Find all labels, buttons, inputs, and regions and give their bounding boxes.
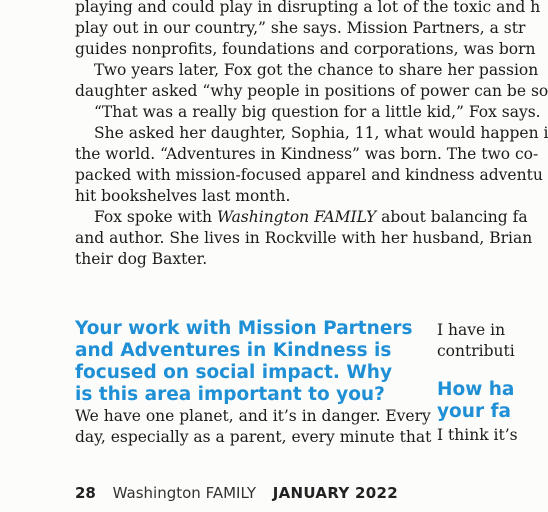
heading-line: Your work with Mission Partners <box>75 318 413 339</box>
interview-answer <box>75 406 432 448</box>
page-footer <box>75 484 398 502</box>
text-line: packed with mission-focused apparel and kindness adventu <box>75 166 543 184</box>
paragraph-5 <box>75 207 533 270</box>
text-line: I think it’s <box>437 426 518 444</box>
text-line: “That was a really big question for a little kid,” Fox says. <box>94 103 541 121</box>
text-line: day, especially as a parent, every minute that <box>75 428 432 446</box>
page-number: 28 <box>75 484 96 502</box>
text-segment: Fox spoke with <box>94 208 217 226</box>
intro-article-text <box>75 0 548 270</box>
heading-line: How ha <box>437 379 515 400</box>
issue-date: JANUARY 2022 <box>272 484 398 502</box>
interview-question-heading <box>75 318 420 406</box>
paragraph-1 <box>75 0 541 60</box>
heading-line: and Adventures in Kindness is <box>75 340 392 361</box>
right-column <box>437 318 518 446</box>
text-line: Two years later, Fox got the chance to share her passion <box>94 61 539 79</box>
text-line: daughter asked “why people in positions of power can be so <box>75 82 548 100</box>
text-line: contributi <box>437 342 515 360</box>
text-segment: about balancing fa <box>376 208 528 226</box>
heading-line: your fa <box>437 401 512 422</box>
text-line: I have in <box>437 321 506 339</box>
text-line: We have one planet, and it’s in danger. Every <box>75 407 431 425</box>
text-line <box>75 207 528 228</box>
interview-answer <box>437 425 518 446</box>
text-line: and author. She lives in Rockville with her husband, Brian <box>75 229 533 247</box>
interview-question-heading <box>437 379 515 423</box>
text-line: the world. “Adventures in Kindness” was born. The two co- <box>75 145 539 163</box>
publication-name: Washington FAMILY <box>112 484 256 502</box>
paragraph-3 <box>75 102 541 123</box>
interview-answer-continued <box>437 320 515 362</box>
text-line: hit bookshelves last month. <box>75 187 291 205</box>
paragraph-4 <box>75 123 548 207</box>
text-line: play out in our country,” she says. Mission Partners, a str <box>75 19 526 37</box>
magazine-name-italic: Washington FAMILY <box>216 208 377 226</box>
text-line: their dog Baxter. <box>75 250 208 268</box>
text-line: guides nonprofits, foundations and corporations, was born <box>75 40 536 58</box>
paragraph-2 <box>75 60 548 102</box>
text-line: She asked her daughter, Sophia, 11, what would happen i <box>94 124 548 142</box>
heading-line: focused on social impact. Why <box>75 362 393 383</box>
heading-line: is this area important to you? <box>75 384 385 405</box>
left-column <box>75 318 432 448</box>
text-line: playing and could play in disrupting a lot of the toxic and h <box>75 0 541 16</box>
